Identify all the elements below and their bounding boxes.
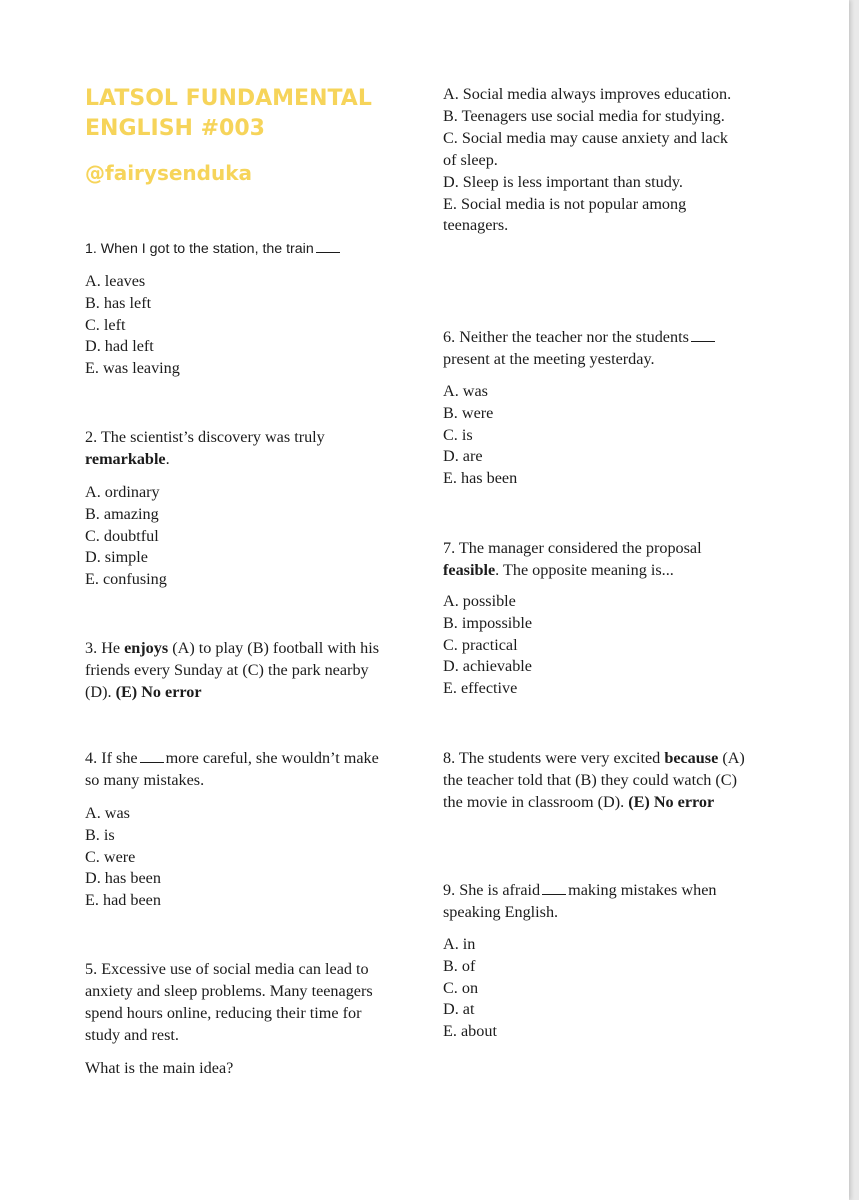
worksheet-title bbox=[85, 84, 405, 144]
option: D. Sleep is less important than study. bbox=[443, 172, 683, 191]
option: D. at bbox=[443, 1000, 475, 1019]
option: C. left bbox=[85, 315, 126, 334]
option: E. has been bbox=[443, 469, 518, 488]
question-5 bbox=[85, 958, 385, 1046]
question-8-no-error: (E) No error bbox=[628, 793, 715, 811]
question-7-options bbox=[443, 591, 532, 700]
question-6-text-rest: present at the meeting yesterday. bbox=[443, 350, 655, 368]
option: C. Social media may cause anxiety and lack of sleep. bbox=[443, 128, 728, 169]
option: A. ordinary bbox=[85, 483, 160, 501]
answer-blank bbox=[542, 882, 566, 895]
option: A. Social media always improves education. bbox=[443, 85, 732, 103]
question-5-passage: 5. Excessive use of social media can lead to anxiety and sleep problems. Many teenagers spend hours online, reducing their time for study and rest. bbox=[85, 960, 373, 1044]
question-2-text: 2. The scientist’s discovery was truly bbox=[85, 428, 325, 446]
question-4-text-rest: more careful, she wouldn’t make so many mistakes. bbox=[85, 749, 379, 789]
question-2-keyword: remarkable bbox=[85, 450, 166, 468]
question-3-text-start: 3. He bbox=[85, 639, 125, 657]
question-9 bbox=[443, 879, 753, 923]
author-handle: @fairysenduka bbox=[85, 161, 253, 185]
option: C. doubtful bbox=[85, 526, 159, 545]
question-4-options bbox=[85, 803, 161, 912]
option: B. of bbox=[443, 956, 476, 975]
option: C. is bbox=[443, 425, 473, 444]
question-8 bbox=[443, 747, 748, 813]
question-2 bbox=[85, 426, 375, 470]
option: B. Teenagers use social media for studying. bbox=[443, 106, 725, 125]
question-1 bbox=[85, 238, 375, 260]
question-9-text-rest: making mistakes when speaking English. bbox=[443, 881, 717, 921]
option: A. in bbox=[443, 935, 476, 953]
question-4-text-start: 4. If she bbox=[85, 749, 138, 767]
question-3-keyword: enjoys bbox=[124, 639, 169, 657]
question-3-text-rest: (A) to play (B) football with his friends every Sunday at (C) the park nearby (D). bbox=[85, 639, 380, 701]
option: B. is bbox=[85, 825, 115, 844]
question-9-text-start: 9. She is afraid bbox=[443, 881, 541, 899]
question-2-tail: . bbox=[165, 450, 170, 468]
question-5-prompt: What is the main idea? bbox=[85, 1059, 234, 1077]
option: D. had left bbox=[85, 337, 154, 356]
title-line-2: ENGLISH #003 bbox=[85, 116, 265, 141]
option: E. confusing bbox=[85, 570, 167, 589]
option: E. about bbox=[443, 1022, 497, 1041]
option: B. has left bbox=[85, 293, 152, 312]
option: A. was bbox=[443, 382, 488, 400]
option: C. on bbox=[443, 978, 479, 997]
question-6-text-start: 6. Neither the teacher nor the students bbox=[443, 328, 689, 346]
question-4 bbox=[85, 747, 385, 791]
question-3 bbox=[85, 637, 390, 703]
option: A. was bbox=[85, 804, 130, 822]
answer-blank bbox=[140, 750, 164, 763]
question-5-options bbox=[443, 84, 733, 237]
title-line-1: LATSOL FUNDAMENTAL bbox=[85, 86, 372, 111]
question-8-keyword: because bbox=[664, 749, 719, 767]
option: D. has been bbox=[85, 869, 161, 888]
option: C. were bbox=[85, 847, 136, 866]
option: E. was leaving bbox=[85, 359, 180, 378]
question-7-keyword: feasible bbox=[443, 561, 496, 579]
answer-blank bbox=[316, 240, 340, 253]
option: B. impossible bbox=[443, 613, 533, 632]
answer-blank bbox=[691, 329, 715, 342]
question-3-no-error: (E) No error bbox=[115, 683, 202, 701]
question-8-text-start: 8. The students were very excited bbox=[443, 749, 665, 767]
option: E. had been bbox=[85, 891, 161, 910]
question-8-text-rest: (A) the teacher told that (B) they could watch (C) the movie in classroom (D). bbox=[443, 749, 745, 811]
option: A. leaves bbox=[85, 272, 146, 290]
option: E. Social media is not popular among teenagers. bbox=[443, 194, 687, 235]
question-6-options bbox=[443, 381, 517, 490]
question-7 bbox=[443, 537, 743, 581]
option: C. practical bbox=[443, 635, 518, 654]
option: E. effective bbox=[443, 679, 518, 698]
question-7-text-rest: . The opposite meaning is... bbox=[495, 561, 674, 579]
question-1-text: 1. When I got to the station, the train bbox=[85, 241, 314, 257]
question-6 bbox=[443, 326, 748, 370]
option: D. simple bbox=[85, 548, 148, 567]
option: A. possible bbox=[443, 592, 516, 610]
question-9-options bbox=[443, 934, 497, 1043]
option: D. are bbox=[443, 447, 483, 466]
option: B. were bbox=[443, 403, 494, 422]
option: D. achievable bbox=[443, 657, 532, 676]
option: B. amazing bbox=[85, 504, 159, 523]
question-7-text-start: 7. The manager considered the proposal bbox=[443, 539, 702, 557]
question-2-options bbox=[85, 482, 167, 591]
question-1-options bbox=[85, 271, 180, 380]
